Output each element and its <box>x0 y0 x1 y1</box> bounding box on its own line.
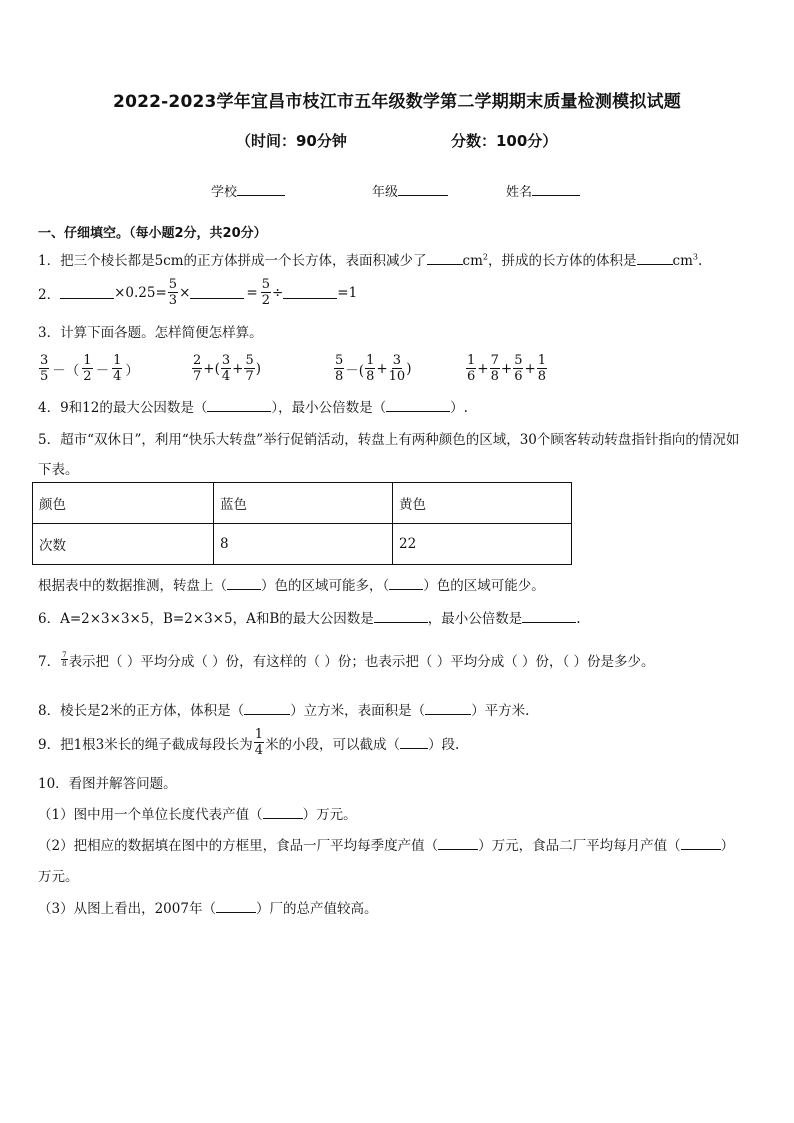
q1-unit-1: cm <box>462 253 483 269</box>
q2-label: 2． <box>38 286 61 303</box>
q10-p1-text-a: （1）图中用一个单位长度代表产值（ <box>38 807 263 823</box>
q10-p2-text-c: ） <box>720 838 735 854</box>
grade-blank[interactable] <box>398 183 448 196</box>
q9-fraction: $\frac{1}{4}$ <box>254 727 264 758</box>
q2-times: × <box>179 284 191 301</box>
q2-blank-1[interactable] <box>60 286 114 299</box>
question-1 <box>38 249 702 269</box>
table-header-cell: 颜色 <box>33 483 214 524</box>
q9-text-c: ）段. <box>428 736 460 753</box>
table-cell: 22 <box>393 524 572 565</box>
table-cell: 次数 <box>33 524 214 565</box>
school-field[interactable] <box>211 181 285 200</box>
q4-blank-1[interactable] <box>207 399 271 412</box>
exam-title: 2022-2023学年宜昌市枝江市五年级数学第二学期期末质量检测模拟试题 <box>113 92 681 112</box>
question-10-part-2 <box>38 834 734 854</box>
table-header-cell: 黄色 <box>393 483 572 524</box>
q8-text-c: ）平方米. <box>471 703 530 719</box>
q2-fraction-2: $\frac{5}{2}$ <box>261 277 270 308</box>
q6-blank-1[interactable] <box>374 610 428 623</box>
q10-blank-4[interactable] <box>216 900 256 913</box>
q2-fraction-1: $\frac{5}{3}$ <box>168 277 178 308</box>
q1-blank-2[interactable] <box>637 252 673 265</box>
q6-text-b: ，最小公倍数是 <box>427 611 523 627</box>
q2-text-end: =1 <box>337 284 358 301</box>
q8-text-a: 8．棱长是2米的正方体，体积是（ <box>38 703 245 719</box>
exam-time: （时间：90分钟 <box>236 132 347 150</box>
q5-blank-1[interactable] <box>227 577 261 590</box>
question-10-part-1 <box>38 803 357 823</box>
name-label: 姓名 <box>506 185 533 200</box>
grade-field[interactable] <box>372 181 448 200</box>
table-cell: 8 <box>214 524 393 565</box>
question-5-line-2: 下表。 <box>38 462 79 478</box>
q4-blank-2[interactable] <box>386 399 450 412</box>
q10-blank-3[interactable] <box>681 837 721 850</box>
spinner-results-table <box>32 482 572 565</box>
q1-unit-2: cm <box>672 253 693 269</box>
q10-p3-text-b: ）厂的总产值较高。 <box>255 901 378 917</box>
q2-blank-3[interactable] <box>283 286 337 299</box>
q1-sup-2: 3 <box>692 252 698 262</box>
q3-expression-3: $\frac{5}{8}$ －( $\frac{1}{8}$ + $\frac{3}{10}$ ) <box>335 353 412 384</box>
question-8 <box>38 699 529 719</box>
q1-sup-1: 2 <box>482 252 489 262</box>
q8-blank-2[interactable] <box>425 702 471 715</box>
q2-text-a: ×0.25= <box>114 284 167 301</box>
q6-text-c: . <box>576 611 581 627</box>
q1-text-a: 1．把三个棱长都是5cm的正方体拼成一个长方体，表面积减少了 <box>38 253 427 269</box>
question-10-part-3 <box>38 897 377 917</box>
school-blank[interactable] <box>237 183 285 196</box>
q10-p1-text-b: ）万元。 <box>302 807 357 823</box>
q10-blank-1[interactable] <box>263 806 303 819</box>
q3-expression-2: $\frac{2}{7}$ +( $\frac{3}{4}$ + $\frac{5}{7}$ ) <box>193 353 262 384</box>
q2-blank-2[interactable] <box>190 286 244 299</box>
question-3: 3．计算下面各题。怎样简便怎样算。 <box>38 325 263 341</box>
question-5-followup <box>38 574 545 594</box>
school-label: 学校 <box>211 185 238 200</box>
question-2 <box>38 278 357 307</box>
question-10-part-2-cont: 万元。 <box>38 869 79 885</box>
exam-score: 分数：100分） <box>451 132 558 150</box>
q7-fraction: $\frac{7}{8}$ <box>62 651 67 668</box>
q5-after-c: ）色的区域可能少。 <box>423 578 545 594</box>
question-9 <box>38 728 459 757</box>
q2-divide: ÷ <box>271 284 284 301</box>
q4-text-b: ），最小公倍数是（ <box>271 400 387 416</box>
q5-after-a: 根据表中的数据推测，转盘上（ <box>38 578 227 594</box>
q10-p2-text-b: ）万元，食品二厂平均每月产值（ <box>478 838 681 854</box>
question-5-line-1: 5．超市“双休日”，利用“快乐大转盘”举行促销活动，转盘上有两种颜色的区域，30个顾客转动转盘指针指向的情况如 <box>38 432 740 448</box>
question-6 <box>38 607 581 627</box>
q10-p3-text-a: （3）从图上看出，2007年（ <box>38 901 216 917</box>
q4-text-a: 4．9和12的最大公因数是（ <box>38 400 208 416</box>
q1-text-c: ，拼成的长方体的体积是 <box>488 253 637 269</box>
q3-expression-1: $\frac{3}{5}$ －（ $\frac{1}{2}$ － $\frac{1}{4}$ ） <box>40 353 139 384</box>
q6-blank-2[interactable] <box>522 610 576 623</box>
table-row <box>33 483 572 524</box>
question-10: 10．看图并解答问题。 <box>38 776 177 792</box>
q1-blank-1[interactable] <box>427 252 463 265</box>
section-heading: 一、仔细填空。（每小题2分，共20分） <box>38 226 267 241</box>
table-row <box>33 524 572 565</box>
q1-text-e: . <box>697 253 703 269</box>
q6-text-a: 6．A=2×3×3×5，B=2×3×5，A和B的最大公因数是 <box>38 611 374 627</box>
q4-text-c: ）. <box>450 400 468 416</box>
q8-text-b: ）立方米，表面积是（ <box>290 703 426 719</box>
q7-text: 表示把（ ）平均分成（ ）份，有这样的（ ）份；也表示把（ ）平均分成（ ）份，（ ）份是多少。 <box>68 654 655 670</box>
q10-blank-2[interactable] <box>438 837 478 850</box>
q7-label: 7． <box>38 654 61 670</box>
question-7 <box>38 650 655 670</box>
q5-after-b: ）色的区域可能多，（ <box>261 578 390 594</box>
q9-text-a: 9．把1根3米长的绳子截成每段长为 <box>38 736 253 753</box>
q2-equals: = <box>246 284 258 301</box>
name-field[interactable] <box>506 181 580 200</box>
name-blank[interactable] <box>532 183 580 196</box>
q5-blank-2[interactable] <box>389 577 423 590</box>
question-4 <box>38 396 468 416</box>
q9-text-b: 米的小段，可以截成（ <box>265 736 401 753</box>
table-header-cell: 蓝色 <box>214 483 393 524</box>
q8-blank-1[interactable] <box>244 702 290 715</box>
q10-p2-text-a: （2）把相应的数据填在图中的方框里，食品一厂平均每季度产值（ <box>38 838 439 854</box>
grade-label: 年级 <box>372 185 399 200</box>
q9-blank[interactable] <box>400 736 428 749</box>
q3-expression-4: $\frac{1}{6}$ + $\frac{7}{8}$ + $\frac{5}{6}$ + $\frac{1}{8}$ <box>467 353 547 384</box>
